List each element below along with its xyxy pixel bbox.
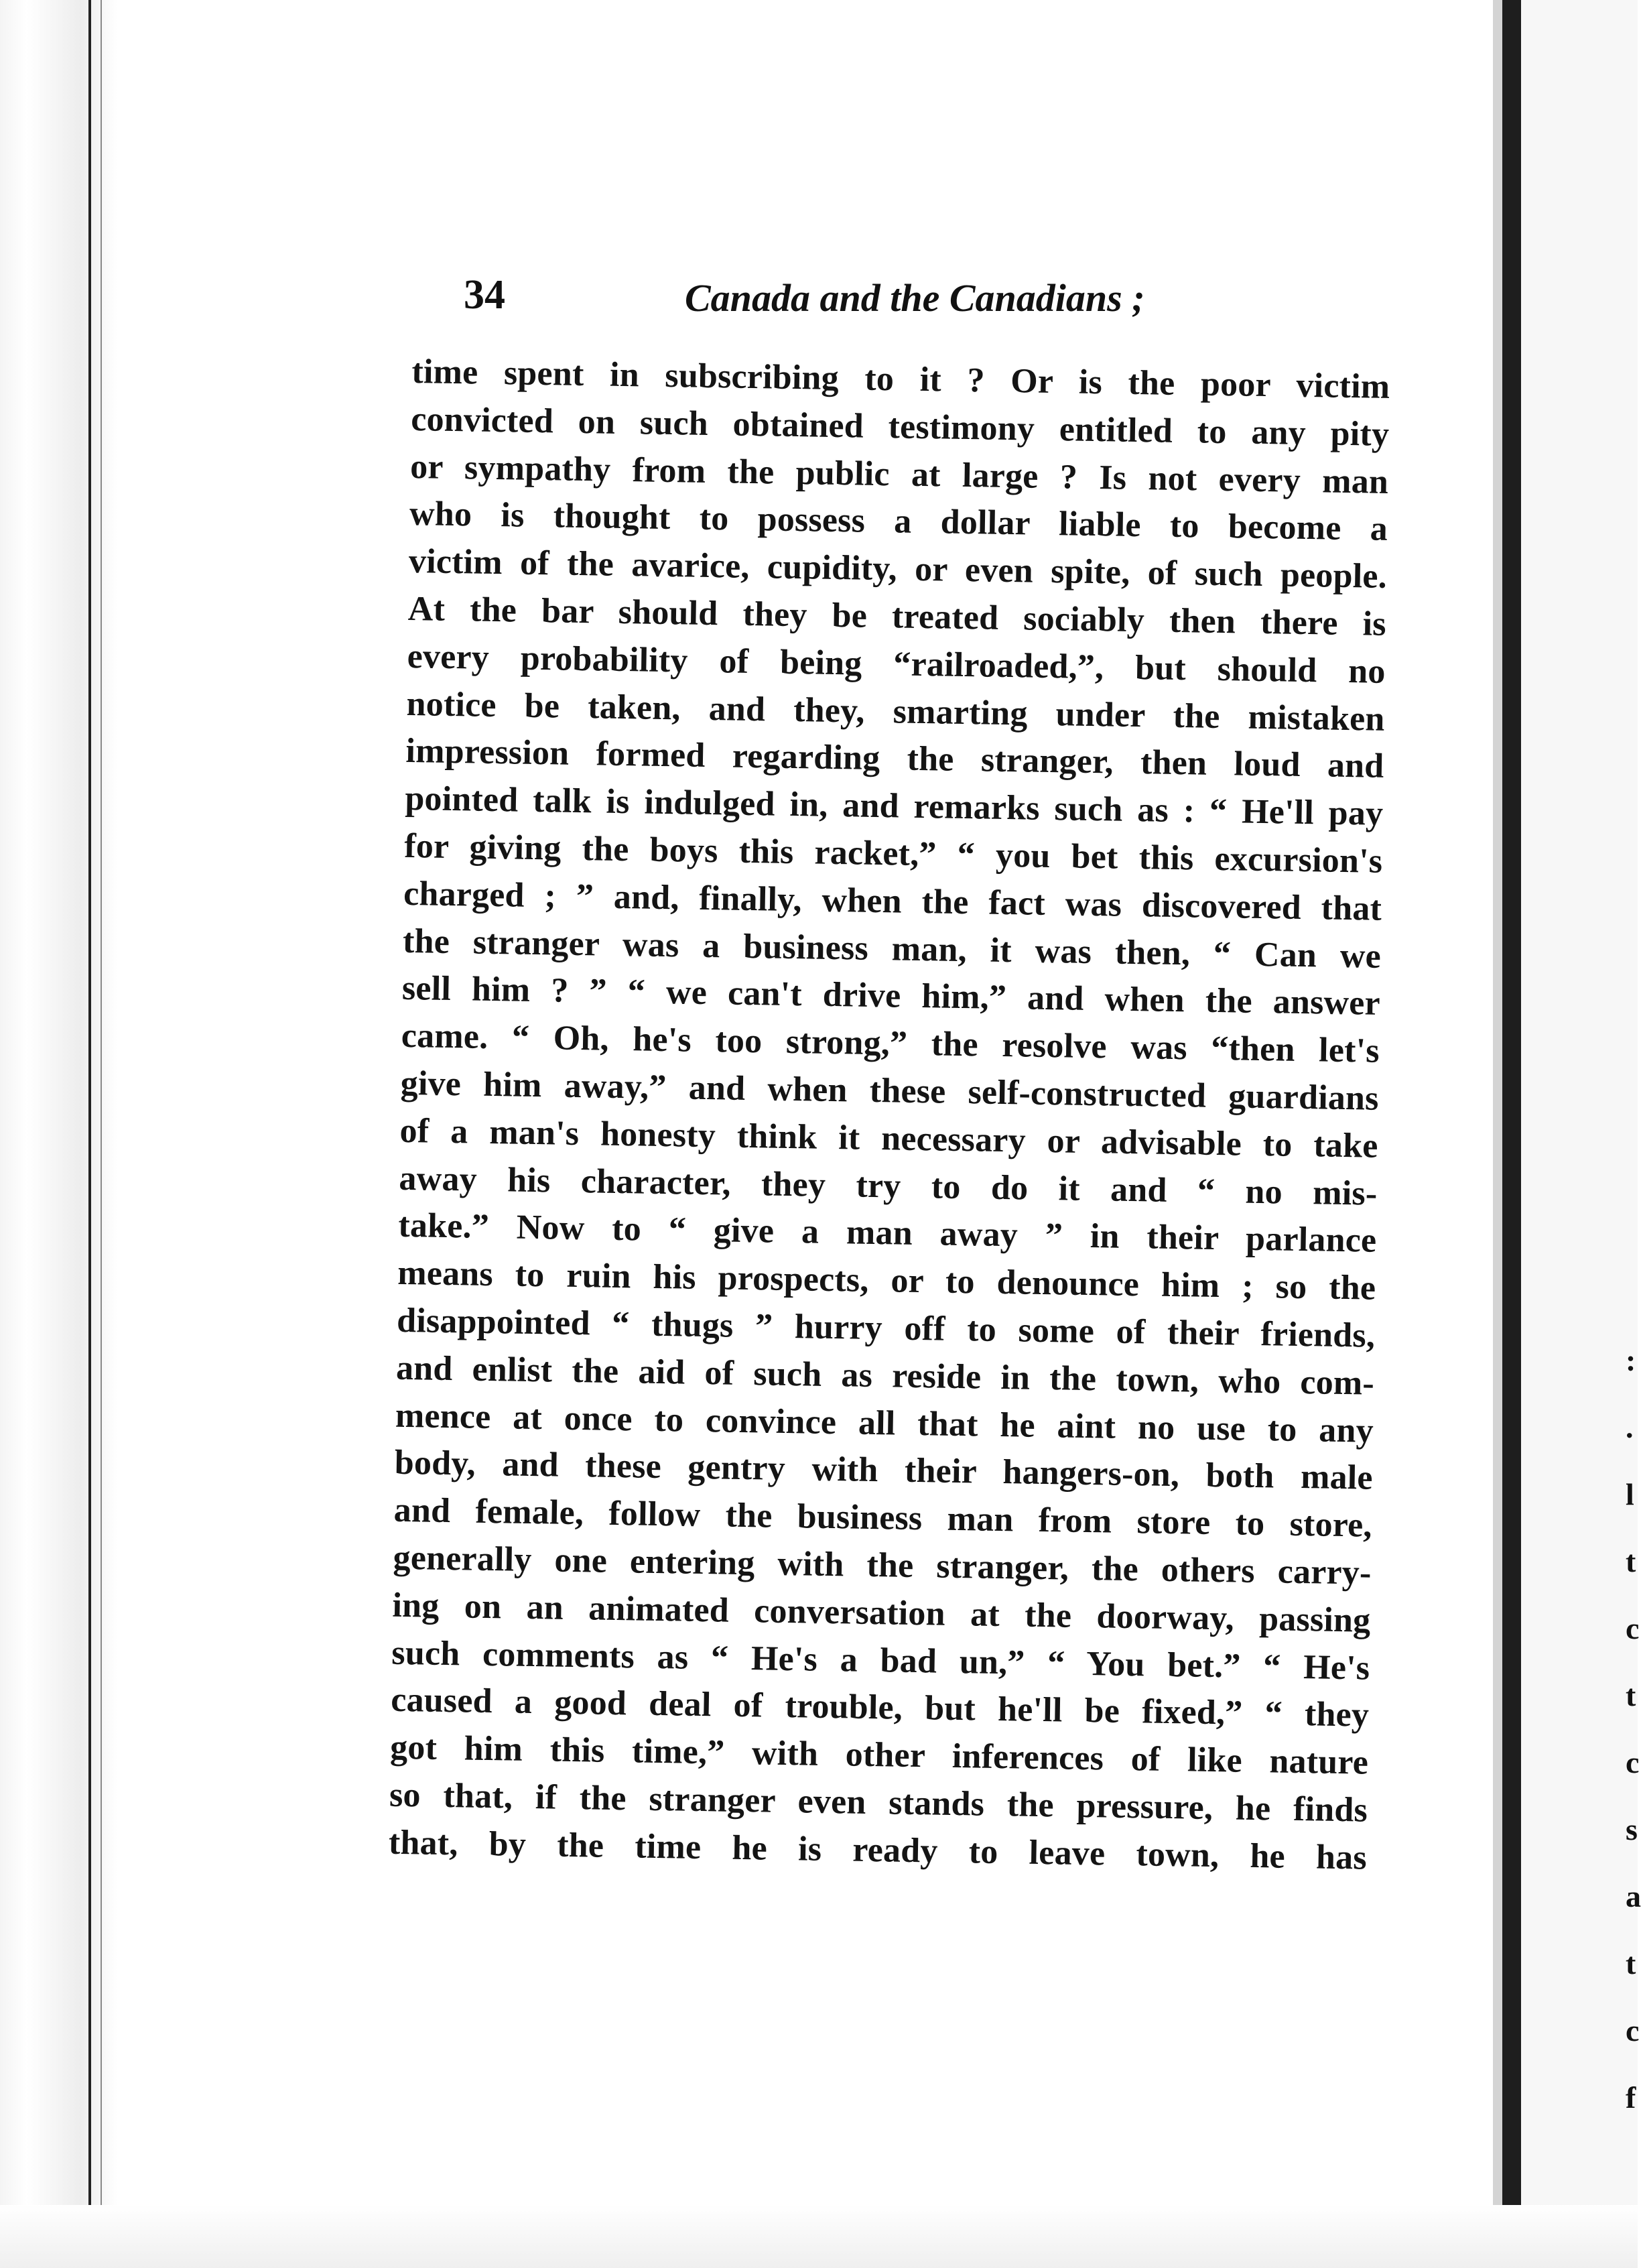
page-number: 34 — [464, 272, 505, 318]
binding-edge-line-thin — [101, 0, 102, 2268]
text-line: caused a good deal of trouble, but he'll be fixed,” “ they — [390, 1681, 1370, 1735]
text-line: means to ruin his prospects, or to denounce him ; so the — [397, 1253, 1376, 1308]
text-line: every probability of being “railroaded,”, but should no — [407, 637, 1386, 691]
text-line: for giving the boys this racket,” “ you bet this excursion's — [403, 826, 1383, 881]
text-line: of a man's honesty think it necessary or advisable to take — [399, 1111, 1378, 1166]
text-line: victim of the avarice, cupidity, or even spite, of such people. — [408, 542, 1388, 596]
text-line: convicted on such obtained testimony entitled to any pity — [410, 399, 1390, 454]
text-line: or sympathy from the public at large ? Is not every man — [409, 447, 1389, 501]
text-line: At the bar should they be treated sociably then there is — [407, 589, 1387, 643]
text-line: who is thought to possess a dollar liable to become a — [409, 495, 1388, 549]
text-line: charged ; ” and, finally, when the fact was discovered that — [403, 874, 1382, 928]
text-line: that, by the time he is ready to leave town, he has — [388, 1823, 1368, 1877]
text-line: give him away,” and when these self-constructed guardians — [400, 1064, 1380, 1118]
facing-page — [1521, 0, 1641, 2268]
binding-shadow — [0, 0, 117, 2268]
text-line: impression formed regarding the stranger, then loud and — [405, 732, 1384, 786]
facing-page-fragment: : . l t c t c s a t c f — [1626, 1343, 1641, 2115]
running-head — [464, 271, 1268, 332]
text-line: notice be taken, and they, smarting under the mistaken — [406, 684, 1385, 739]
text-line: pointed talk is indulged in, and remarks such as : “ He'll pay — [405, 779, 1384, 834]
text-line: got him this time,” with other inferences of like nature — [389, 1728, 1369, 1782]
text-line: and female, follow the business man from store to store, — [393, 1491, 1373, 1545]
text-line: mence at once to convince all that he aint no use to any — [395, 1396, 1374, 1450]
text-line: time spent in subscribing to it ? Or is the poor victim — [411, 352, 1390, 406]
running-title: Canada and the Canadians ; — [685, 276, 1145, 320]
page-bottom-shadow — [0, 2205, 1638, 2268]
text-line: such comments as “ He's a bad un,” “ You bet.” “ He's — [391, 1633, 1370, 1688]
text-line: disappointed “ thugs ” hurry off to some of their friends, — [396, 1301, 1376, 1355]
body-text — [388, 349, 1390, 1882]
text-line: came. “ Oh, he's too strong,” the resolve was “then let's — [401, 1017, 1380, 1070]
text-line: away his character, they try to do it and “ no mis- — [399, 1159, 1378, 1213]
binding-edge-line — [88, 0, 91, 2268]
text-line: generally one entering with the stranger, the others carry- — [393, 1538, 1372, 1592]
text-line: body, and these gentry with their hangers-on, both male — [394, 1444, 1374, 1498]
text-line: so that, if the stranger even stands the pressure, he finds — [389, 1775, 1368, 1830]
text-line: the stranger was a business man, it was then, “ Can we — [402, 922, 1382, 976]
text-line: sell him ? ” “ we can't drive him,” and when the answer — [401, 969, 1381, 1023]
text-line: and enlist the aid of such as reside in the town, who com- — [395, 1348, 1375, 1403]
page-edge-dark — [1502, 0, 1521, 2268]
text-line: ing on an animated conversation at the doorway, passing — [392, 1586, 1371, 1640]
page-edge-light — [1493, 0, 1502, 2268]
text-line: take.” Now to “ give a man away ” in their parlance — [397, 1206, 1377, 1261]
